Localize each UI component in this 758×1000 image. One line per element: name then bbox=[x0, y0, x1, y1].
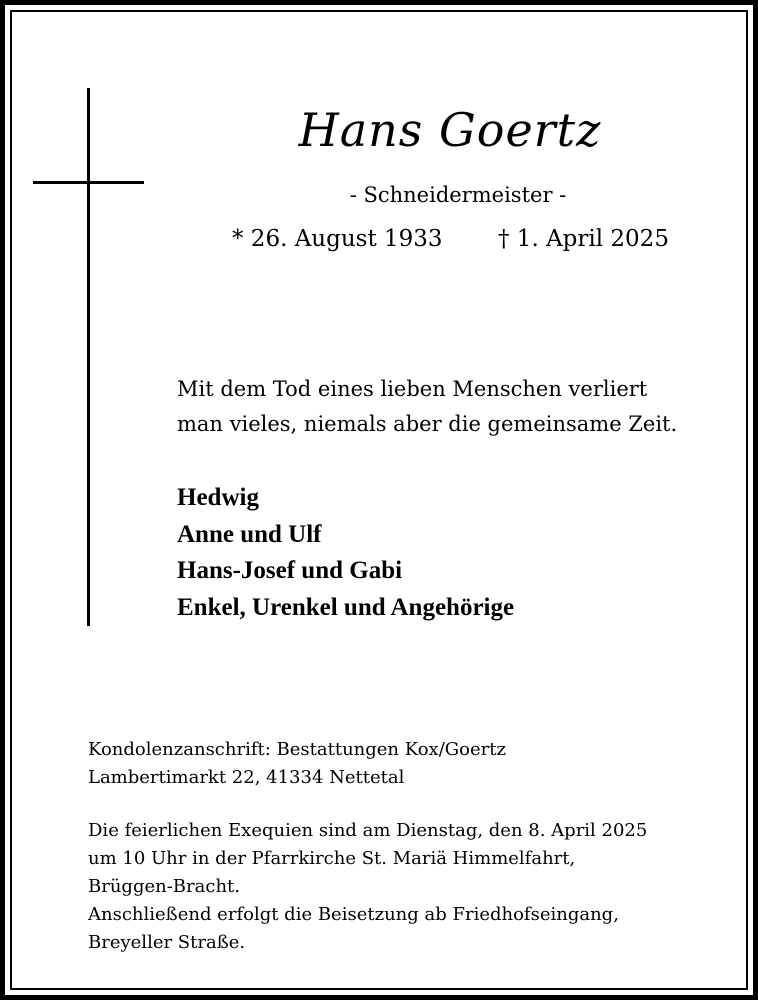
quote-line: man vieles, niemals aber die gemeinsame Zeit. bbox=[177, 412, 678, 436]
ceremony-info bbox=[88, 817, 647, 957]
mourner: Hans-Josef und Gabi bbox=[177, 557, 403, 584]
deceased-name: Hans Goertz bbox=[298, 103, 602, 157]
mourners-list bbox=[177, 480, 514, 626]
ceremony-line: Anschließend erfolgt die Beisetzung ab Friedhofseingang, bbox=[88, 904, 619, 925]
ceremony-line: um 10 Uhr in der Pfarrkirche St. Mariä Himmelfahrt, bbox=[88, 848, 576, 869]
mourner: Hedwig bbox=[177, 484, 259, 511]
quote-line: Mit dem Tod eines lieben Menschen verliert bbox=[177, 377, 648, 401]
cross-icon-vertical-bar bbox=[87, 88, 90, 626]
ceremony-line: Breyeller Straße. bbox=[88, 932, 246, 953]
mourner: Anne und Ulf bbox=[177, 520, 322, 548]
birth-date: * 26. August 1933 bbox=[232, 226, 443, 252]
ceremony-line: Brüggen-Bracht. bbox=[88, 876, 240, 897]
death-date: † 1. April 2025 bbox=[498, 226, 669, 252]
ceremony-line: Die feierlichen Exequien sind am Dienstag, den 8. April 2025 bbox=[88, 820, 648, 841]
mourner: Enkel, Urenkel und Angehörige bbox=[177, 593, 515, 621]
condolence-address bbox=[88, 736, 506, 792]
cross-icon-horizontal-bar bbox=[33, 181, 144, 184]
profession: - Schneidermeister - bbox=[349, 183, 567, 207]
memorial-quote bbox=[177, 372, 677, 442]
address-line: Lambertimarkt 22, 41334 Nettetal bbox=[88, 767, 405, 788]
address-line: Kondolenzanschrift: Bestattungen Kox/Goertz bbox=[88, 739, 506, 760]
